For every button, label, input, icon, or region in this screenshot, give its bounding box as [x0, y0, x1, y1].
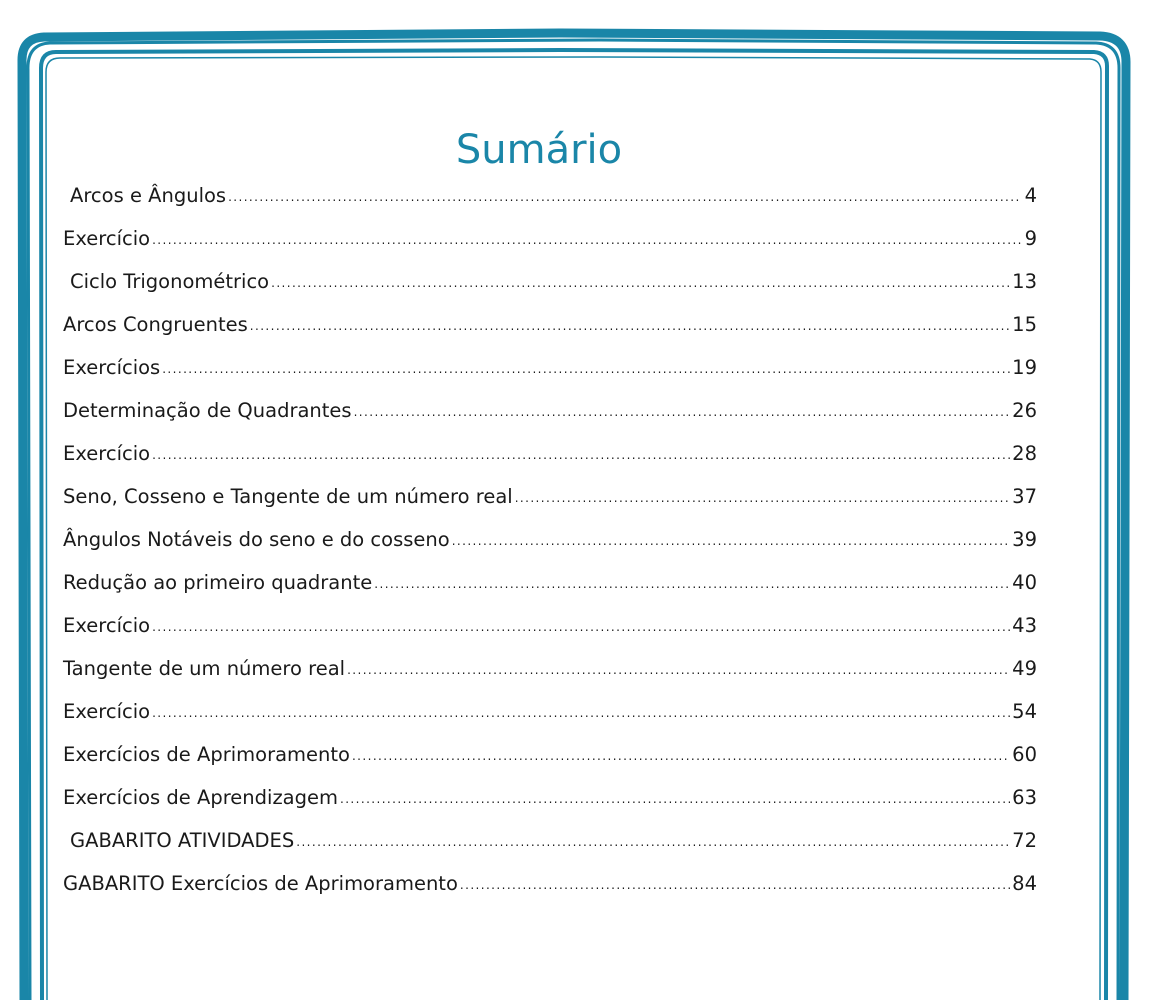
- toc-entry[interactable]: [63, 692, 1037, 735]
- toc-entry[interactable]: [63, 176, 1037, 219]
- toc-entry-page-number: 28: [1012, 442, 1037, 465]
- toc-entry[interactable]: [63, 520, 1037, 563]
- dot-leader: [452, 521, 1010, 561]
- dot-leader: [152, 220, 1021, 260]
- table-of-contents: [63, 176, 1037, 907]
- toc-entry-page-number: 63: [1012, 786, 1037, 809]
- dot-leader: [460, 865, 1010, 905]
- toc-entry[interactable]: [63, 305, 1037, 348]
- toc-entry-page-number: 9: [1024, 227, 1037, 250]
- toc-entry[interactable]: [63, 348, 1037, 391]
- dot-leader: [152, 435, 1010, 475]
- toc-entry-label: Exercício: [63, 700, 151, 723]
- toc-entry-label: Exercícios de Aprendizagem: [63, 786, 338, 809]
- dot-leader: [347, 650, 1010, 690]
- dot-leader: [162, 349, 1010, 389]
- toc-entry-label: Exercício: [63, 614, 151, 637]
- toc-entry-label: Determinação de Quadrantes: [63, 399, 352, 422]
- toc-entry-label: Redução ao primeiro quadrante: [63, 571, 373, 594]
- toc-entry-page-number: 40: [1012, 571, 1037, 594]
- toc-entry-page-number: 26: [1012, 399, 1037, 422]
- toc-entry[interactable]: [63, 434, 1037, 477]
- page-title: Sumário: [455, 127, 623, 173]
- dot-leader: [354, 392, 1011, 432]
- toc-entry-page-number: 39: [1012, 528, 1037, 551]
- toc-entry[interactable]: [63, 735, 1037, 778]
- toc-entry-label: Ciclo Trigonométrico: [70, 270, 270, 293]
- toc-entry[interactable]: [63, 864, 1037, 907]
- toc-entry-label: Exercício: [63, 227, 151, 250]
- dot-leader: [152, 693, 1010, 733]
- toc-entry-page-number: 72: [1012, 829, 1037, 852]
- toc-entry[interactable]: [63, 649, 1037, 692]
- toc-entry-label: Exercício: [63, 442, 151, 465]
- toc-entry-page-number: 15: [1012, 313, 1037, 336]
- toc-entry[interactable]: [63, 778, 1037, 821]
- dot-leader: [340, 779, 1010, 819]
- toc-entry-page-number: 60: [1012, 743, 1037, 766]
- toc-entry-label: GABARITO Exercícios de Aprimoramento: [63, 872, 458, 895]
- toc-entry[interactable]: [63, 219, 1037, 262]
- toc-entry[interactable]: [63, 563, 1037, 606]
- toc-entry-label: Seno, Cosseno e Tangente de um número real: [63, 485, 513, 508]
- dot-leader: [228, 177, 1021, 217]
- toc-entry-page-number: 84: [1012, 872, 1037, 895]
- toc-entry-page-number: 4: [1024, 184, 1037, 207]
- dot-leader: [271, 263, 1010, 303]
- toc-entry-page-number: 37: [1012, 485, 1037, 508]
- dot-leader: [152, 607, 1010, 647]
- toc-entry-page-number: 43: [1012, 614, 1037, 637]
- toc-entry-label: Exercícios: [63, 356, 161, 379]
- toc-entry[interactable]: [63, 262, 1037, 305]
- toc-entry-label: Arcos Congruentes: [63, 313, 248, 336]
- dot-leader: [515, 478, 1010, 518]
- dot-leader: [250, 306, 1010, 346]
- toc-entry[interactable]: [63, 477, 1037, 520]
- toc-entry-label: Arcos e Ângulos: [70, 184, 227, 207]
- toc-entry[interactable]: [63, 606, 1037, 649]
- toc-entry-page-number: 13: [1012, 270, 1037, 293]
- dot-leader: [352, 736, 1010, 776]
- toc-entry-page-number: 19: [1012, 356, 1037, 379]
- toc-entry-label: GABARITO ATIVIDADES: [70, 829, 295, 852]
- toc-entry-page-number: 49: [1012, 657, 1037, 680]
- toc-entry[interactable]: [63, 391, 1037, 434]
- toc-entry-label: Tangente de um número real: [63, 657, 346, 680]
- dot-leader: [374, 564, 1010, 604]
- toc-entry-label: Ângulos Notáveis do seno e do cosseno: [63, 528, 450, 551]
- toc-entry-label: Exercícios de Aprimoramento: [63, 743, 350, 766]
- toc-entry-page-number: 54: [1012, 700, 1037, 723]
- toc-entry[interactable]: [63, 821, 1037, 864]
- dot-leader: [296, 822, 1010, 862]
